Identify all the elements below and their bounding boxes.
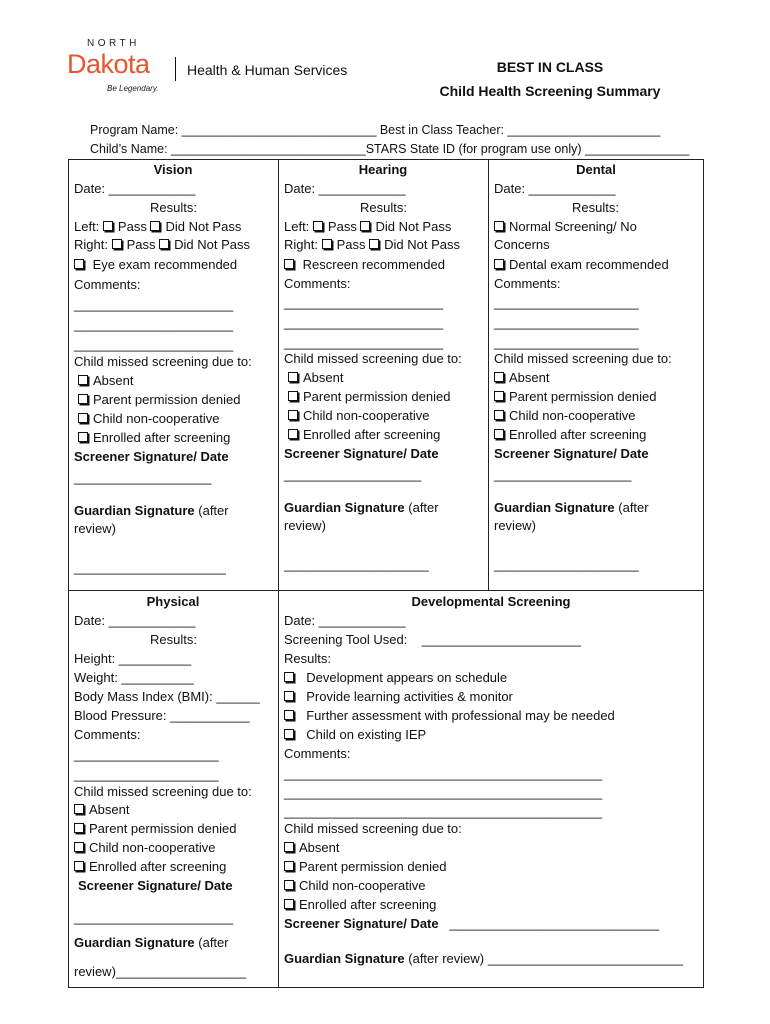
hearing-missed-label: Child missed screening due to: [284,351,462,366]
hearing-right-row: Right: Pass Did Not Pass [284,237,460,252]
dental-comment-line-3[interactable]: ____________________ [494,335,639,350]
hearing-left-fail-checkbox[interactable] [360,221,370,231]
dental-guardian-line[interactable]: ____________________ [494,557,639,572]
vision-comments-label: Comments: [74,277,141,292]
dental-guardian-label: Guardian Signature (after [494,500,649,515]
developmental-date: Date: ____________ [284,613,406,628]
physical-noncoop-checkbox[interactable] [74,842,84,852]
hearing-right-pass-checkbox[interactable] [322,239,332,249]
developmental-parent-checkbox[interactable] [284,861,294,871]
logo-north: NORTH [87,38,140,49]
developmental-results-label: Results: [284,651,331,666]
physical-bp[interactable]: Blood Pressure: ___________ [74,708,250,723]
physical-screener-label: Screener Signature/ Date [78,878,233,893]
dental-normal-checkbox[interactable] [494,221,504,231]
logo-tagline: Be Legendary. [107,84,159,93]
dental-normal-row-2: Concerns [494,237,550,252]
physical-enrolled-checkbox[interactable] [74,861,84,871]
physical-height[interactable]: Height: __________ [74,651,192,666]
physical-comment-line-2[interactable]: ____________________ [74,767,219,782]
hearing-enrolled-row: Enrolled after screening [288,427,440,442]
logo-dept: Health & Human Services [187,62,348,78]
developmental-parent-row: Parent permission denied [284,859,446,874]
dental-screener-label: Screener Signature/ Date [494,446,649,461]
dental-title: Dental [576,162,616,177]
dental-absent-row: Absent [494,370,549,385]
developmental-opt3-row: Further assessment with professional may be needed [284,708,615,723]
hearing-parent-checkbox[interactable] [288,391,298,401]
developmental-guardian-line[interactable]: (after review) ___________________________ [408,951,683,966]
developmental-screener-line[interactable]: _____________________________ [449,916,660,931]
developmental-comment-line-3[interactable]: ____________________________________________ [284,804,603,819]
hearing-left-row: Left: Pass Did Not Pass [284,219,452,234]
physical-enrolled-row: Enrolled after screening [74,859,226,874]
vision-enrolled-row: Enrolled after screening [78,430,230,445]
developmental-comments-label: Comments: [284,746,351,761]
logo-dakota: Dakota [67,49,150,79]
physical-guardian-line[interactable]: review)__________________ [74,964,247,979]
physical-results-label: Results: [150,632,197,647]
developmental-opt3-checkbox[interactable] [284,710,294,720]
vision-date: Date: ____________ [74,181,196,196]
physical-noncoop-row: Child non-cooperative [74,840,215,855]
developmental-missed-label: Child missed screening due to: [284,821,462,836]
physical-comments-label: Comments: [74,727,141,742]
vision-guardian-line[interactable]: _____________________ [74,560,226,575]
dental-comment-line-2[interactable]: ____________________ [494,315,639,330]
hearing-guardian-review: review) [284,518,326,533]
vision-missed-label: Child missed screening due to: [74,354,252,369]
column-divider-2 [488,159,489,590]
vision-exam-checkbox[interactable] [74,259,84,269]
developmental-title: Developmental Screening [411,594,571,609]
vision-left-pass-checkbox[interactable] [103,221,113,231]
dental-noncoop-checkbox[interactable] [494,410,504,420]
physical-absent-row: Absent [74,802,129,817]
vision-noncoop-row: Child non-cooperative [78,411,219,426]
vision-screener-label: Screener Signature/ Date [74,449,229,464]
hearing-guardian-label: Guardian Signature (after [284,500,439,515]
child-name-row: Child’s Name: ____________________________STARS State ID (for program use only) _______________ [90,142,690,156]
hearing-comment-line-2[interactable]: ______________________ [284,315,444,330]
physical-comment-line-1[interactable]: ____________________ [74,747,219,762]
dental-parent-row: Parent permission denied [494,389,656,404]
dental-missed-label: Child missed screening due to: [494,351,672,366]
physical-guardian-label: Guardian Signature (after [74,935,229,950]
dental-exam-checkbox[interactable] [494,259,504,269]
physical-screener-line[interactable]: ______________________ [74,910,234,925]
hearing-title: Hearing [358,162,408,177]
dental-noncoop-row: Child non-cooperative [494,408,635,423]
vision-left-fail-checkbox[interactable] [150,221,160,231]
hearing-rescreen-row: Rescreen recommended [284,257,445,272]
developmental-screener-row: Screener Signature/ Date _____________________________ [284,916,660,931]
header-title: BEST IN CLASS [496,59,604,75]
vision-results-label: Results: [150,200,197,215]
vision-enrolled-checkbox[interactable] [78,432,88,442]
hearing-noncoop-checkbox[interactable] [288,410,298,420]
vision-absent-row: Absent [78,373,133,388]
vision-guardian-label: Guardian Signature (after [74,503,229,518]
developmental-absent-checkbox[interactable] [284,842,294,852]
vision-right-fail-checkbox[interactable] [159,239,169,249]
hearing-screener-line[interactable]: ___________________ [284,467,422,482]
hearing-right-fail-checkbox[interactable] [369,239,379,249]
hearing-comment-line-3[interactable]: ______________________ [284,335,444,350]
physical-bmi[interactable]: Body Mass Index (BMI): ______ [74,689,260,704]
developmental-comment-line-2[interactable]: ____________________________________________ [284,785,603,800]
row-divider [68,590,704,591]
vision-comment-line-2[interactable]: ______________________ [74,317,234,332]
physical-date: Date: ____________ [74,613,196,628]
developmental-noncoop-checkbox[interactable] [284,880,294,890]
physical-parent-row: Parent permission denied [74,821,236,836]
vision-screener-line[interactable]: ___________________ [74,470,212,485]
vision-guardian-review: review) [74,521,116,536]
developmental-opt4-row: Child on existing IEP [284,727,426,742]
hearing-noncoop-row: Child non-cooperative [288,408,429,423]
hearing-comment-line-1[interactable]: ______________________ [284,295,444,310]
vision-absent-checkbox[interactable] [78,375,88,385]
physical-title: Physical [146,594,200,609]
vision-right-row: Right: Pass Did Not Pass [74,237,250,252]
dental-normal-row: Normal Screening/ No [494,219,637,234]
developmental-absent-row: Absent [284,840,339,855]
vision-parent-checkbox[interactable] [78,394,88,404]
hearing-screener-label: Screener Signature/ Date [284,446,439,461]
vision-right-pass-checkbox[interactable] [112,239,122,249]
developmental-opt1-row: Development appears on schedule [284,670,507,685]
hearing-absent-checkbox[interactable] [288,372,298,382]
hearing-enrolled-checkbox[interactable] [288,429,298,439]
dental-guardian-review: review) [494,518,536,533]
developmental-enrolled-row: Enrolled after screening [284,897,436,912]
physical-missed-label: Child missed screening due to: [74,784,252,799]
hearing-guardian-line[interactable]: ____________________ [284,557,429,572]
dental-screener-line[interactable]: ___________________ [494,467,632,482]
physical-weight[interactable]: Weight: __________ [74,670,194,685]
developmental-comment-line-1[interactable]: ____________________________________________ [284,766,603,781]
vision-parent-row: Parent permission denied [78,392,240,407]
developmental-opt4-checkbox[interactable] [284,729,294,739]
developmental-guardian-row: Guardian Signature (after review) ___________________________ [284,951,683,966]
hearing-results-label: Results: [360,200,407,215]
dental-enrolled-checkbox[interactable] [494,429,504,439]
dental-date: Date: ____________ [494,181,616,196]
developmental-tool-row: Screening Tool Used: ______________________ [284,632,581,647]
hearing-comments-label: Comments: [284,276,351,291]
hearing-left-pass-checkbox[interactable] [313,221,323,231]
vision-exam-row: Eye exam recommended [74,257,237,272]
dental-enrolled-row: Enrolled after screening [494,427,646,442]
physical-absent-checkbox[interactable] [74,804,84,814]
dental-parent-checkbox[interactable] [494,391,504,401]
dental-comment-line-1[interactable]: ____________________ [494,295,639,310]
program-name-row: Program Name: ____________________________ Best in Class Teacher: ______________________ [90,123,661,137]
header-subtitle: Child Health Screening Summary [439,83,661,99]
vision-comment-line-1[interactable]: ______________________ [74,297,234,312]
developmental-opt1-checkbox[interactable] [284,672,294,682]
dental-absent-checkbox[interactable] [494,372,504,382]
developmental-tool-line[interactable]: ______________________ [421,632,581,647]
hearing-date: Date: ____________ [284,181,406,196]
dental-exam-row: Dental exam recommended [494,257,669,272]
developmental-noncoop-row: Child non-cooperative [284,878,425,893]
hearing-rescreen-checkbox[interactable] [284,259,294,269]
physical-parent-checkbox[interactable] [74,823,84,833]
vision-comment-line-3[interactable]: ______________________ [74,337,234,352]
hearing-absent-row: Absent [288,370,343,385]
column-divider-1 [278,159,279,988]
vision-left-row: Left: Pass Did Not Pass [74,219,242,234]
developmental-enrolled-checkbox[interactable] [284,899,294,909]
dental-comments-label: Comments: [494,276,561,291]
vision-noncoop-checkbox[interactable] [78,413,88,423]
logo-divider [175,57,176,81]
hearing-parent-row: Parent permission denied [288,389,450,404]
developmental-opt2-checkbox[interactable] [284,691,294,701]
developmental-opt2-row: Provide learning activities & monitor [284,689,513,704]
vision-title: Vision [153,162,193,177]
dental-results-label: Results: [572,200,619,215]
